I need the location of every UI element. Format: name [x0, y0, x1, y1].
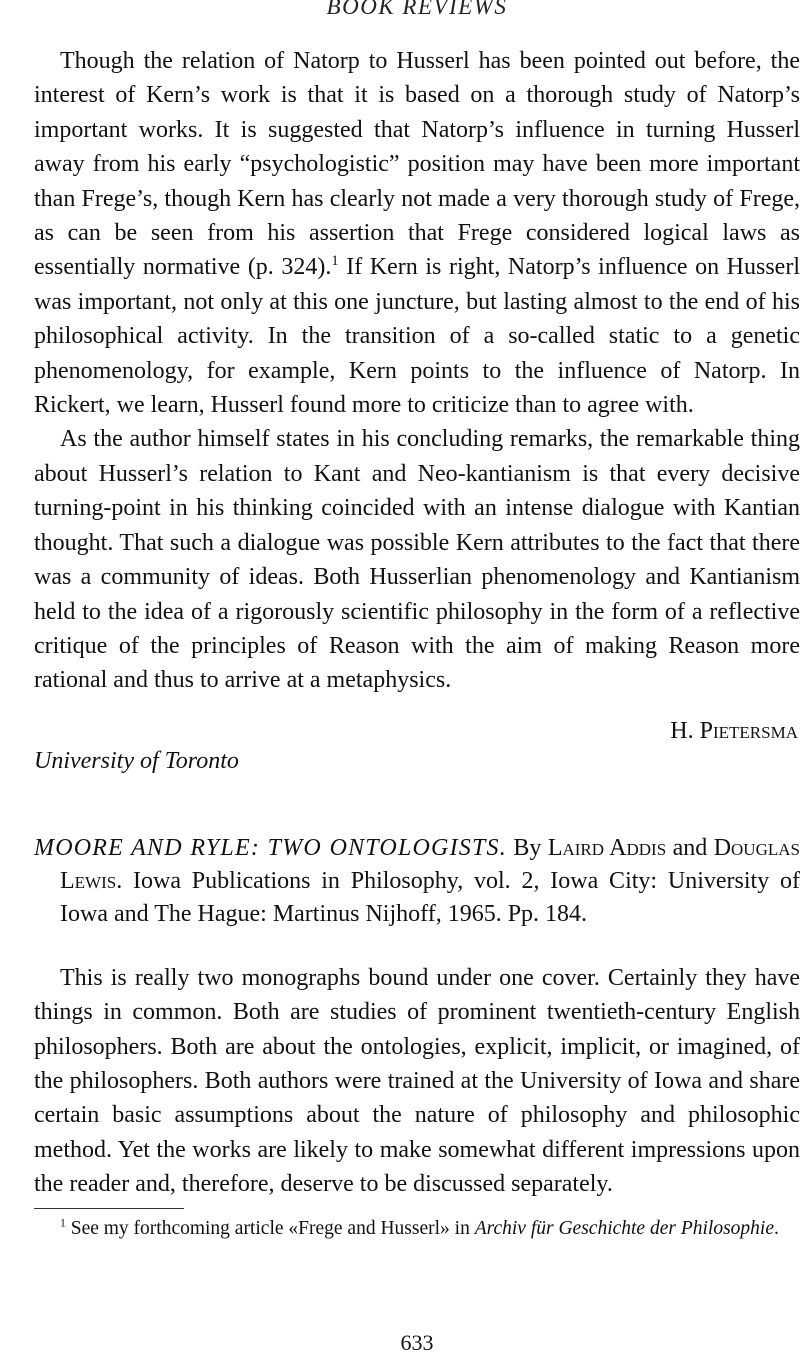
- book-title: MOORE AND RYLE: TWO ONTOLOGISTS.: [34, 834, 507, 861]
- journal-title: Archiv für Geschichte der Philosophie: [474, 1217, 774, 1239]
- footnote: $^1$ See my forthcoming article «Frege and Husserl» in Archiv für Geschichte der Philosophie.: [60, 1216, 779, 1239]
- footnote-rule: [34, 1208, 184, 1209]
- footnote-number: 1: [60, 1216, 66, 1230]
- publication-info: . Iowa Publications in Philosophy, vol. 2, Iowa City: University of Iowa and The Hague: Martinus Nijhoff, 1965. Pp. 184.: [60, 867, 800, 927]
- review-2-paragraph: This is really two monographs bound under one cover. Certainly they have things in common. Both are studies of prominent twentieth-century English philosophers. Both are about the ontologies, explicit, implicit, or imagined, of the philosophers. Both authors were trained at the University of Iowa and share certain basic assumptions about the nature of philosophy and philosophic method. Yet the works are likely to make somewhat different impressions upon the reader and, therefore, deserve to be discussed separately.: [34, 964, 800, 1198]
- reviewer-surname: Pietersma: [699, 717, 798, 744]
- footnote-marker: 1: [331, 253, 339, 270]
- author-1: Laird Addis: [547, 834, 667, 861]
- paragraph-text-tail: If Kern is right, Natorp’s influence on Husserl was important, not only at this one juncture, but lasting almost to the end of his philosophical activity. In the transition of a so-called static to a genetic phenomenology, for example, Kern points to the influence of Natorp. In Rickert, we learn, Husserl found more to criticize than to agree with.: [34, 254, 800, 419]
- book-heading: MOORE AND RYLE: TWO ONTOLOGISTS. By Laird Addis and Douglas Lewis. Iowa Publications in Philosophy, vol. 2, Iowa City: University of Iowa and The Hague: Martinus Nijhoff, 1965. Pp. 184.: [34, 834, 800, 927]
- page: [34, 0, 800, 1355]
- page-number: 633: [400, 1330, 434, 1355]
- running-head: BOOK REVIEWS: [326, 0, 508, 19]
- author-2: Douglas Lewis: [60, 834, 800, 894]
- review-paragraph-2: As the author himself states in his concluding remarks, the remarkable thing about Husserl’s relation to Kant and Neo-kantianism is that every decisive turning-point in his thinking coincided with an intense dialogue with Kantian thought. That such a dialogue was possible Kern attributes to the fact that there was a community of ideas. Both Husserlian phenomenology and Kantianism held to the idea of a rigorously scientific philosophy in the form of a reflective critique of the principles of Reason with the aim of making Reason more rational and thus to arrive at a metaphysics.: [34, 426, 800, 694]
- reviewer-signature: H. Pietersma: [670, 717, 798, 744]
- review-paragraph-1: [34, 44, 800, 422]
- paragraph-text: Though the relation of Natorp to Husserl has been pointed out before, the interest of Kern’s work is that it is based on a thorough study of Natorp’s important works. It is suggested that Natorp’s influence in turning Husserl away from his early “psychologistic” position may have been more important than Frege’s, though Kern has clearly not made a very thorough study of Frege, as can be seen from his assertion that Frege considered logical laws as essentially normative (p. 324).: [34, 48, 800, 281]
- reviewer-affiliation: University of Toronto: [34, 747, 239, 774]
